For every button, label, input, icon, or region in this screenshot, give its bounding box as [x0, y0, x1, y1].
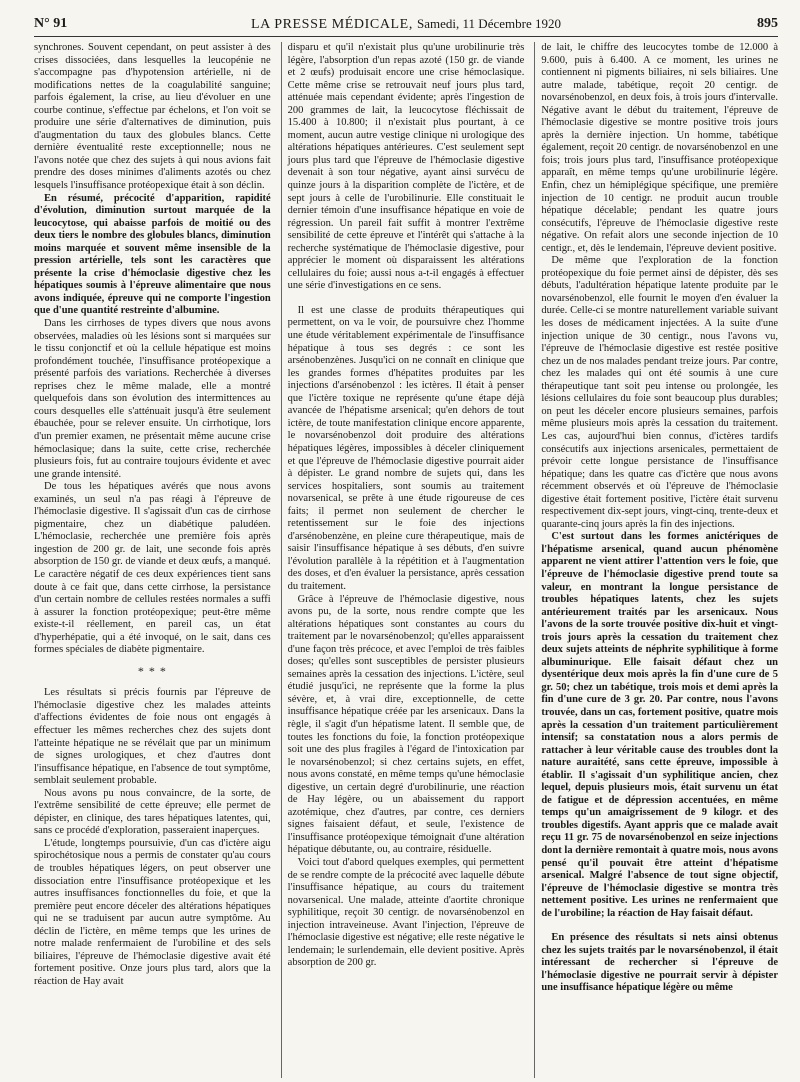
paragraph: De tous les hépatiques avérés que nous avons examinés, un seul n'a pas réagi à l'épreuve de l'hémoclasie digestive. Il s'agissait d'un cas de cirrhose pigmentaire, chez un diabétique paludéen. L'hémoclasie, recherchée une première fois après ingestion de 200 gr. de lait, une seconde fois après absorption de 150 gr. de viande et deux œufs, a manqué. Le caractère négatif de ces deux expériences tient sans doute à ce fait que, dans cette cirrhose, la persistance d'un certain nombre de cellules restées normales a suffi à assurer la fonction protéopexique; peut-être même existe-t-il réellement, en pareil cas, un état d'hyperhépatie, qui a été invoqué, on le sait, dans ces formes spéciales de diabète pigmentaire.: [34, 481, 271, 656]
column-left: [34, 42, 271, 1078]
paragraph: L'étude, longtemps poursuivie, d'un cas d'ictère aigu spirochétosique nous a permis de constater qu'au cours de troubles hépatiques légers, on peut observer une dissociation entre l'insuffisance protéopexique et les autres insuffisances fonctionnelles du foie, et que la première peut encore déceler des altérations hépatiques qui ne se traduisent par aucun autre symptôme. Au déclin de l'ictère, en même temps que les urines de notre malade renfermaient de l'urobiline et des sels biliaires, l'épreuve de l'hémoclasie digestive avait été fortement positive. Onze jours plus tard, alors que la réaction de Hay avait: [34, 837, 271, 987]
paragraph: disparu et qu'il n'existait plus qu'une urobilinurie très légère, l'absorption d'un repas azoté (150 gr. de viande et 2 œufs) produisait encore une crise hémoclasique. Cette même crise se retrouvait neuf jours plus tard, atténuée mais cependant évidente; après l'ingestion de 200 grammes de lait, la leucocytose fléchissait de 15.400 à 10.800; il n'existait plus pourtant, à ce moment, aucun autre vestige clinique ni urologique des altérations hépatiques antérieures. C'est seulement sept jours plus tard que l'épreuve de l'hémoclasie digestive devenait à son tour négative, ayant ainsi survécu de quinze jours à la disparition complète de l'ictère, et de sept jours à celle de l'urobilinurie. Elle constituait le dernier témoin d'une insuffisance hépatique en voie de régression. Un pareil fait suffit à montrer l'extrême sensibilité de cette épreuve et l'intérêt qui s'attache à la recherche systématique de l'hémoclasie digestive, pour apprécier le moment où disparaissent les altérations cellulaires du foie; aussi nous a-t-il engagés à effectuer une série d'investigations en ce sens.: [287, 42, 525, 292]
issue-number: N° 91: [34, 16, 68, 31]
column-right: [534, 42, 778, 1078]
paragraph: Dans les cirrhoses de types divers que nous avons observées, maladies où les lésions sont si marquées sur le tissu conjonctif et où la cellule hépatique est moins profondément touchée, l'insuffisance protéopexique a présenté parfois des variations. Recherchée à diverses reprises chez le même malade, elle a montré quelquefois dans son évolution des intermittences au cours desquelles elle s'atténuait jusqu'à être seulement ébauchée, pour se relever ensuite. Un cirrhotique, lors d'un premier examen, ne présentait même aucune crise hémoclasique; dans la suite, cette crise, recherchée plusieurs fois, fut au contraire toujours évidente et avec une grande intensité.: [34, 318, 271, 480]
paragraph: de lait, le chiffre des leucocytes tombe de 12.000 à 9.600, puis à 6.400. A ce moment, les urines ne contiennent ni pigments biliaires, ni sels biliaires. Une autre malade, tabétique, reçoit 20 centigr. de novarsénobenzol, en deux fois, à trois jours d'intervalle. Négative avant le début du traitement, l'épreuve de l'hémoclasie digestive se montre positive trois jours après la dernière injection. Un homme, tabétique également, reçoit 20 centigr. de novarsénobenzol en une fois; trois jours plus tard, l'insuffisance protéopexique apparaît, en même temps qu'une urobilinurie légère. Enfin, chez un hémiplégique spécifique, une première injection de 10 centigr. ne produit aucun trouble hépatique décelable; pendant les quatre jours consécutifs, l'épreuve de l'hémoclasie digestive reste négative. On refait alors une seconde injection de 10 centigr., et, dès le lendemain, l'épreuve devient positive.: [541, 42, 779, 254]
column-middle: [281, 42, 525, 1078]
page-number: 895: [757, 16, 778, 31]
paragraph: C'est surtout dans les formes anictériques de l'hépatisme arsenical, quand aucun phénomène apparent ne vient attirer l'attention vers le foie, que l'épreuve de l'hémoclasie digestive prend toute sa valeur, en montrant la longue persistance de troubles hépatiques latents, chez les sujets antérieurement traités par les arsenicaux. Nous l'avons de la sorte trouvée positive dix-huit et vingt-trois jours après la cessation du traitement chez deux sujets atteints de néphrite syphilitique à forme albuminurique. Elle faisait défaut chez un dysentérique deux mois après la fin d'une cure de 5 gr. 50; chez un tabétique, trois mois et demi après la fin d'une cure de 3 gr. 20. Par contre, nous l'avons trouvée, dans un cas, fortement positive, quatre mois après la cessation d'un traitement particulièrement intensif; sa constatation nous a alors permis de rattacher à leur véritable cause des troubles dont la nature auraitété, sans cette épreuve, impossible à établir. Il s'agissait d'un syphilitique ancien, chez lequel, depuis plusieurs mois, était survenu un état de fatigue et de dépression accentuées, en même temps qu'un amaigrissement de 9 kilogr. et des troubles digestifs. Ayant appris que ce malade avait reçu 11 gr. 75 de novarsénobenzol en seize injections dont la dernière remontait à quatre mois, nous avons pensé qu'il pouvait être atteint d'hépatisme arsenical. Malgré l'absence de tout signe objectif, l'épreuve de l'hémoclasie digestive se montra très nettement positive. Les urines ne renfermaient que de l'urobiline; la réaction de Hay faisait défaut.: [541, 531, 779, 919]
page-header: [34, 14, 778, 37]
issue-date: Samedi, 11 Décembre 1920: [417, 16, 561, 31]
paragraph: En présence des résultats si nets ainsi obtenus chez les sujets traités par le novarsénobenzol, il était intéressant de rechercher si l'épreuve de l'hémoclasie digestive ne pourrait servir à dépister une insuffisance hépatique légère ou même: [541, 932, 779, 994]
section-separator: * * *: [137, 663, 167, 678]
running-title: [34, 16, 778, 33]
paragraph: Nous avons pu nous convaincre, de la sorte, de l'extrême sensibilité de cette épreuve; elle permet de dépister, en clinique, des tares hépatiques latentes, qui, sans ce procédé d'exploration, passeraient inaperçues.: [34, 787, 271, 837]
paragraph: Les résultats si précis fournis par l'épreuve de l'hémoclasie digestive chez les malades atteints d'affections évidentes de foie nous ont engagés à effectuer les mêmes recherches chez des sujets dont l'atteinte hépatique ne se révélait que par un minimum de signes urologiques, et chez d'autres dont l'insuffisance hépatique, en l'absence de tout symptôme, semblait seulement probable.: [34, 687, 271, 787]
journal-name: LA PRESSE MÉDICALE,: [251, 17, 413, 32]
article-columns: [34, 42, 778, 1078]
paragraph: En résumé, précocité d'apparition, rapidité d'évolution, diminution surtout marquée de la leucocytose, qui abaisse parfois de moitié ou des deux tiers le nombre des globules blancs, diminution moins marquée et souvent même insensible de la pression artérielle, tels sont les caractères que présente la crise d'hémoclasie digestive chez les hépatiques soumis à l'épreuve alimentaire que nous avons indiquée, épreuve qui ne comporte l'ingestion que d'une quantité restreinte d'albumine.: [34, 192, 271, 317]
paragraph: Il est une classe de produits thérapeutiques qui permettent, on va le voir, de poursuivre chez l'homme une étude véritablement expérimentale de l'insuffisance hépatique à tous ses degrés : ce sont les arsénobenzènes. Jusqu'ici on ne connaît en clinique que les grandes formes d'hépatites produites par les injections d'arsénobenzol : les ictères. Il était à penser que l'ictère toxique ne représente qu'une étape déjà avancée de l'hépatisme arsenical; qu'en dehors de tout ictère, de toute manifestation clinique encore apparente, le novarsénobenzol doit produire des altérations hépatiques légères, impossibles à déceler cliniquement et que l'épreuve de l'hémoclasie digestive pourrait aider à dépister. Le grand nombre de sujets qui, dans les services hospitaliers, sont soumis au traitement novarsenical, se prête à une étude rigoureuse de ces faits; il permet non seulement de chercher le retentissement sur le foie des injections d'arsénobenzène, en pleine cure thérapeutique, mais de saisir l'insuffisance hépatique à ses débuts, d'en suivre l'évolution parallèle à la répétition et à l'augmentation des doses, et d'en évaluer la persistance, après cessation du traitement.: [287, 304, 525, 592]
paragraph: De même que l'exploration de la fonction protéopexique du foie permet ainsi de dépister, dès ses débuts, l'adultération hépatique latente produite par le novarsénobenzol, elle fournit le moyen d'en évaluer la durée. Celle-ci se montre naturellement variable suivant les doses de médicament injectées. A la suite d'une injection unique de 30 centigr., nous l'avons vu, l'épreuve de l'hémoclasie digestive est restée positive chez un de nos malades pendant treize jours. Par contre, chez les malades qui ont été soumis à une cure thérapeutique tant soit peu intense ou prolongée, les lésions cellulaires du foie sont beaucoup plus durables; on peut les déceler encore plusieurs semaines, parfois même plusieurs mois après la cessation du traitement. Les cas, aujourd'hui bien connus, d'ictères tardifs consécutifs aux injections arsenicales, permettaient de prévoir cette longue persistance de l'insuffisance hépatique; dans les quatre cas d'ictère que nous avons récemment observés et où l'épreuve de l'hémoclasie digestive était fortement positive, l'ictère était survenu respectivement dix-sept jours, vingt-cinq, trente-deux et quarante-cinq jours après la fin des injections.: [541, 255, 779, 530]
paragraph: synchrones. Souvent cependant, on peut assister à des crises dissociées, dans lesquelles la leucopénie ne s'accompagne pas d'hypotension artérielle, ni de modifications nettes de la coagulabilité sanguine; parfois également, la crise, au lieu d'évoluer en une courbe continue, s'effectue par échelons, et l'on voit se produire une série d'alternatives de diminution, puis d'augmentation du taux des globules blancs. Cette dernière éventualité reste exceptionnelle; nous ne l'avons notée que chez des sujets à qui nous avions fait prendre des doses minimes d'aliments azotés ou chez lesquels l'insuffisance protéopexique était à son déclin.: [34, 42, 271, 192]
paragraph: Voici tout d'abord quelques exemples, qui permettent de se rendre compte de la précocité avec laquelle débute l'insuffisance hépatique, au cours du traitement novarsenical. Une malade, atteinte d'aortite chronique syphilitique, reçoit 30 centigr. de novarsénobenzol en injection intraveineuse. Avant l'injection, l'épreuve de l'hémoclasie digestive est négative; elle reste négative le lendemain; le surlendemain, elle devient positive. Après absorption de 200 gr.: [287, 857, 525, 969]
paragraph: Grâce à l'épreuve de l'hémoclasie digestive, nous avons pu, de la sorte, nous rendre compte que les altérations hépatiques sont constantes au cours du traitement par le novarsénobenzol; qu'elles apparaissent d'une façon très précoce, et avec l'emploi de très faibles doses; qu'elles sont susceptibles de persister plusieurs semaines après la cessation des injections. L'ictère, seul étudié jusqu'ici, ne représente que la forme la plus sévère, et, à vrai dire, exceptionnelle, de cette insuffisance hépatique créée par les arsenicaux. Dans la règle, il s'agit d'un hépatisme latent. Il semble que, de toutes les fonctions du foie, la fonction protéopexique soit une des plus fragiles à l'égard de l'intoxication par le novarsénobenzol; si chez certains sujets, en effet, nous avons constaté, en même temps qu'une hémoclasie digestive, un certain degré d'urobilinurie, une réaction de Hay légère, ou un abaissement du rapport azotémique, chez d'autres, par contre, ces derniers signes faisaient défaut, et seule, l'existence de l'insuffisance protéopexique témoignait d'une altération hépatique débutante, ou, au contraire, résiduelle.: [287, 593, 525, 856]
